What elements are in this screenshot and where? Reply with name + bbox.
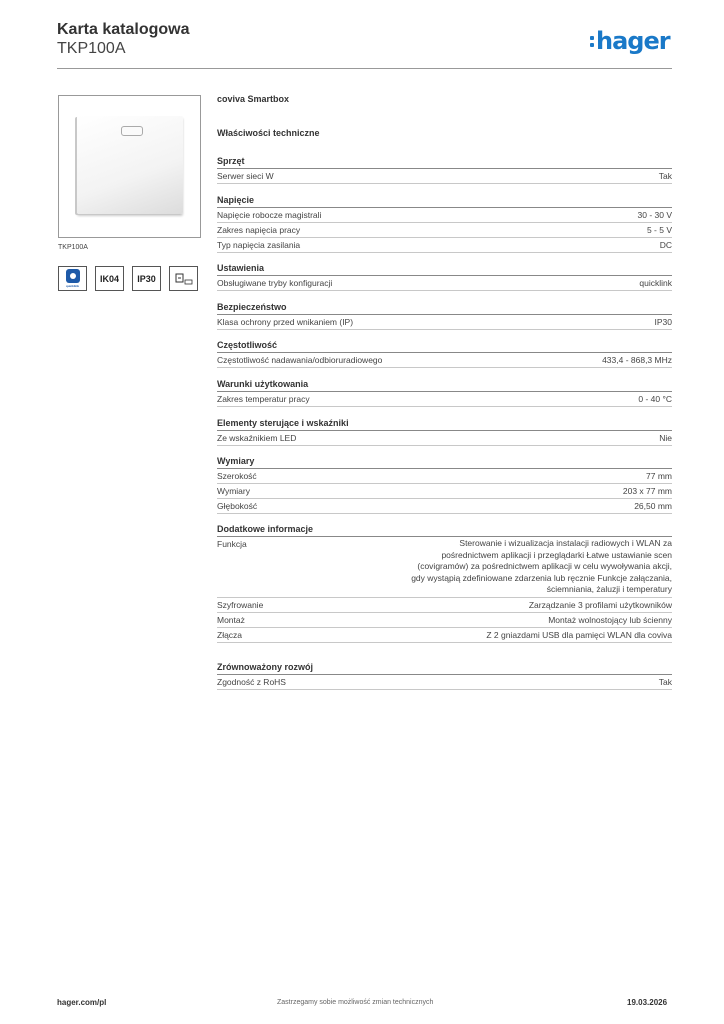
ik-rating-badge: IK04 — [95, 266, 124, 291]
spec-label: Szyfrowanie — [217, 599, 264, 610]
logo-dots-icon — [590, 36, 594, 47]
footer-website-link[interactable]: hager.com/pl — [57, 998, 107, 1007]
spec-section-title: Bezpieczeństwo — [217, 300, 672, 315]
spec-label: Typ napięcia zasilania — [217, 240, 301, 250]
spec-value: 0 - 40 °C — [638, 394, 672, 404]
spec-row — [217, 223, 672, 238]
spec-value: Zarządzanie 3 profilami użytkowników — [528, 599, 672, 610]
spec-row — [217, 276, 672, 291]
ip-rating-badge: IP30 — [132, 266, 161, 291]
spec-section — [217, 300, 672, 330]
spec-section-title: Napięcie — [217, 193, 672, 208]
spec-section — [217, 154, 672, 184]
spec-section-title: Częstotliwość — [217, 338, 672, 353]
quicklink-badge — [58, 266, 87, 291]
quicklink-icon — [66, 269, 80, 283]
spec-label: Klasa ochrony przed wnikaniem (IP) — [217, 317, 354, 327]
spec-section — [217, 522, 672, 643]
spec-section-title: Wymiary — [217, 454, 672, 469]
spec-row — [217, 431, 672, 446]
spec-label: Montaż — [217, 614, 245, 625]
product-image-frame — [58, 95, 201, 238]
spec-section-title: Ustawienia — [217, 261, 672, 276]
product-image — [77, 116, 183, 214]
spec-row — [217, 169, 672, 184]
spec-label: Złącza — [217, 629, 243, 640]
spec-section — [217, 660, 672, 690]
spec-section — [217, 338, 672, 368]
spec-value: 433,4 - 868,3 MHz — [602, 355, 672, 365]
footer-disclaimer: Zastrzegamy sobie możliwość zmian technicznych — [277, 999, 434, 1006]
quicklink-label: quicklink — [65, 284, 79, 288]
logo-text: hager — [596, 27, 670, 55]
spec-row — [217, 628, 672, 643]
spec-label: Zakres napięcia pracy — [217, 225, 301, 235]
spec-value: Montaż wolnostojący lub ścienny — [548, 614, 672, 625]
spec-label: Zgodność z RoHS — [217, 677, 286, 687]
header-divider — [57, 68, 672, 69]
spec-row — [217, 598, 672, 613]
spec-section — [217, 416, 672, 446]
spec-value: Tak — [658, 677, 672, 687]
spec-label: Napięcie robocze magistrali — [217, 210, 322, 220]
certification-badges — [58, 266, 198, 291]
spec-value: DC — [659, 240, 672, 250]
spec-row — [217, 238, 672, 253]
spec-label: Wymiary — [217, 486, 250, 496]
spec-section-title: Warunki użytkowania — [217, 377, 672, 392]
spec-section-title: Dodatkowe informacje — [217, 522, 672, 537]
spec-section-title: Elementy sterujące i wskaźniki — [217, 416, 672, 431]
spec-label: Serwer sieci W — [217, 171, 274, 181]
tech-properties-title: Właściwości techniczne — [217, 128, 320, 138]
spec-label: Obsługiwane tryby konfiguracji — [217, 278, 333, 288]
spec-row — [217, 469, 672, 484]
spec-value: 26,50 mm — [634, 501, 672, 511]
spec-value: IP30 — [654, 317, 672, 327]
spec-value: 5 - 5 V — [646, 225, 672, 235]
spec-value: Tak — [658, 171, 672, 181]
spec-row — [217, 613, 672, 628]
spec-section — [217, 454, 672, 514]
footer-date: 19.03.2026 — [627, 998, 668, 1007]
spec-value: 77 mm — [646, 471, 672, 481]
spec-section — [217, 193, 672, 253]
spec-row — [217, 392, 672, 407]
spec-label: Głębokość — [217, 501, 258, 511]
spec-label: Funkcja — [217, 539, 247, 549]
spec-row — [217, 353, 672, 368]
spec-section-title: Sprzęt — [217, 154, 672, 169]
spec-row — [217, 675, 672, 690]
spec-row — [217, 208, 672, 223]
product-caption: TKP100A — [58, 244, 88, 251]
spec-label: Zakres temperatur pracy — [217, 394, 310, 404]
spec-value: 203 x 77 mm — [622, 486, 672, 496]
spec-row — [217, 537, 672, 598]
spec-section-title: Zrównoważony rozwój — [217, 660, 672, 675]
spec-label: Szerokość — [217, 471, 257, 481]
network-badge — [169, 266, 198, 291]
spec-value: quicklink — [639, 278, 672, 288]
spec-value: 30 - 30 V — [637, 210, 672, 220]
page-title: Karta katalogowa — [57, 21, 190, 38]
product-code: TKP100A — [57, 40, 126, 57]
spec-label: Ze wskaźnikiem LED — [217, 433, 297, 443]
spec-section — [217, 261, 672, 291]
spec-row — [217, 499, 672, 514]
spec-value: Sterowanie i wizualizacja instalacji radiowych i WLAN za pośrednictwem aplikacji i przeglądarki Łatwe ustawianie scen (covigramów) za pośrednictwem aplikacji w celu wywoływania akcji, gdy wystąpią zdefiniowane zdarzenia lub ręcznie Funkcje załączania, ściemniania, żaluzji i temperatury — [411, 538, 672, 594]
network-icon — [175, 272, 193, 286]
spec-row — [217, 315, 672, 330]
spec-value: Nie — [659, 433, 672, 443]
spec-row — [217, 484, 672, 499]
spec-value: Z 2 gniazdami USB dla pamięci WLAN dla coviva — [486, 629, 672, 640]
product-slot — [121, 126, 143, 136]
product-family: coviva Smartbox — [217, 94, 290, 104]
spec-label: Częstotliwość nadawania/odbioruradiowego — [217, 355, 383, 365]
spec-section — [217, 377, 672, 407]
hager-logo[interactable] — [590, 26, 670, 56]
